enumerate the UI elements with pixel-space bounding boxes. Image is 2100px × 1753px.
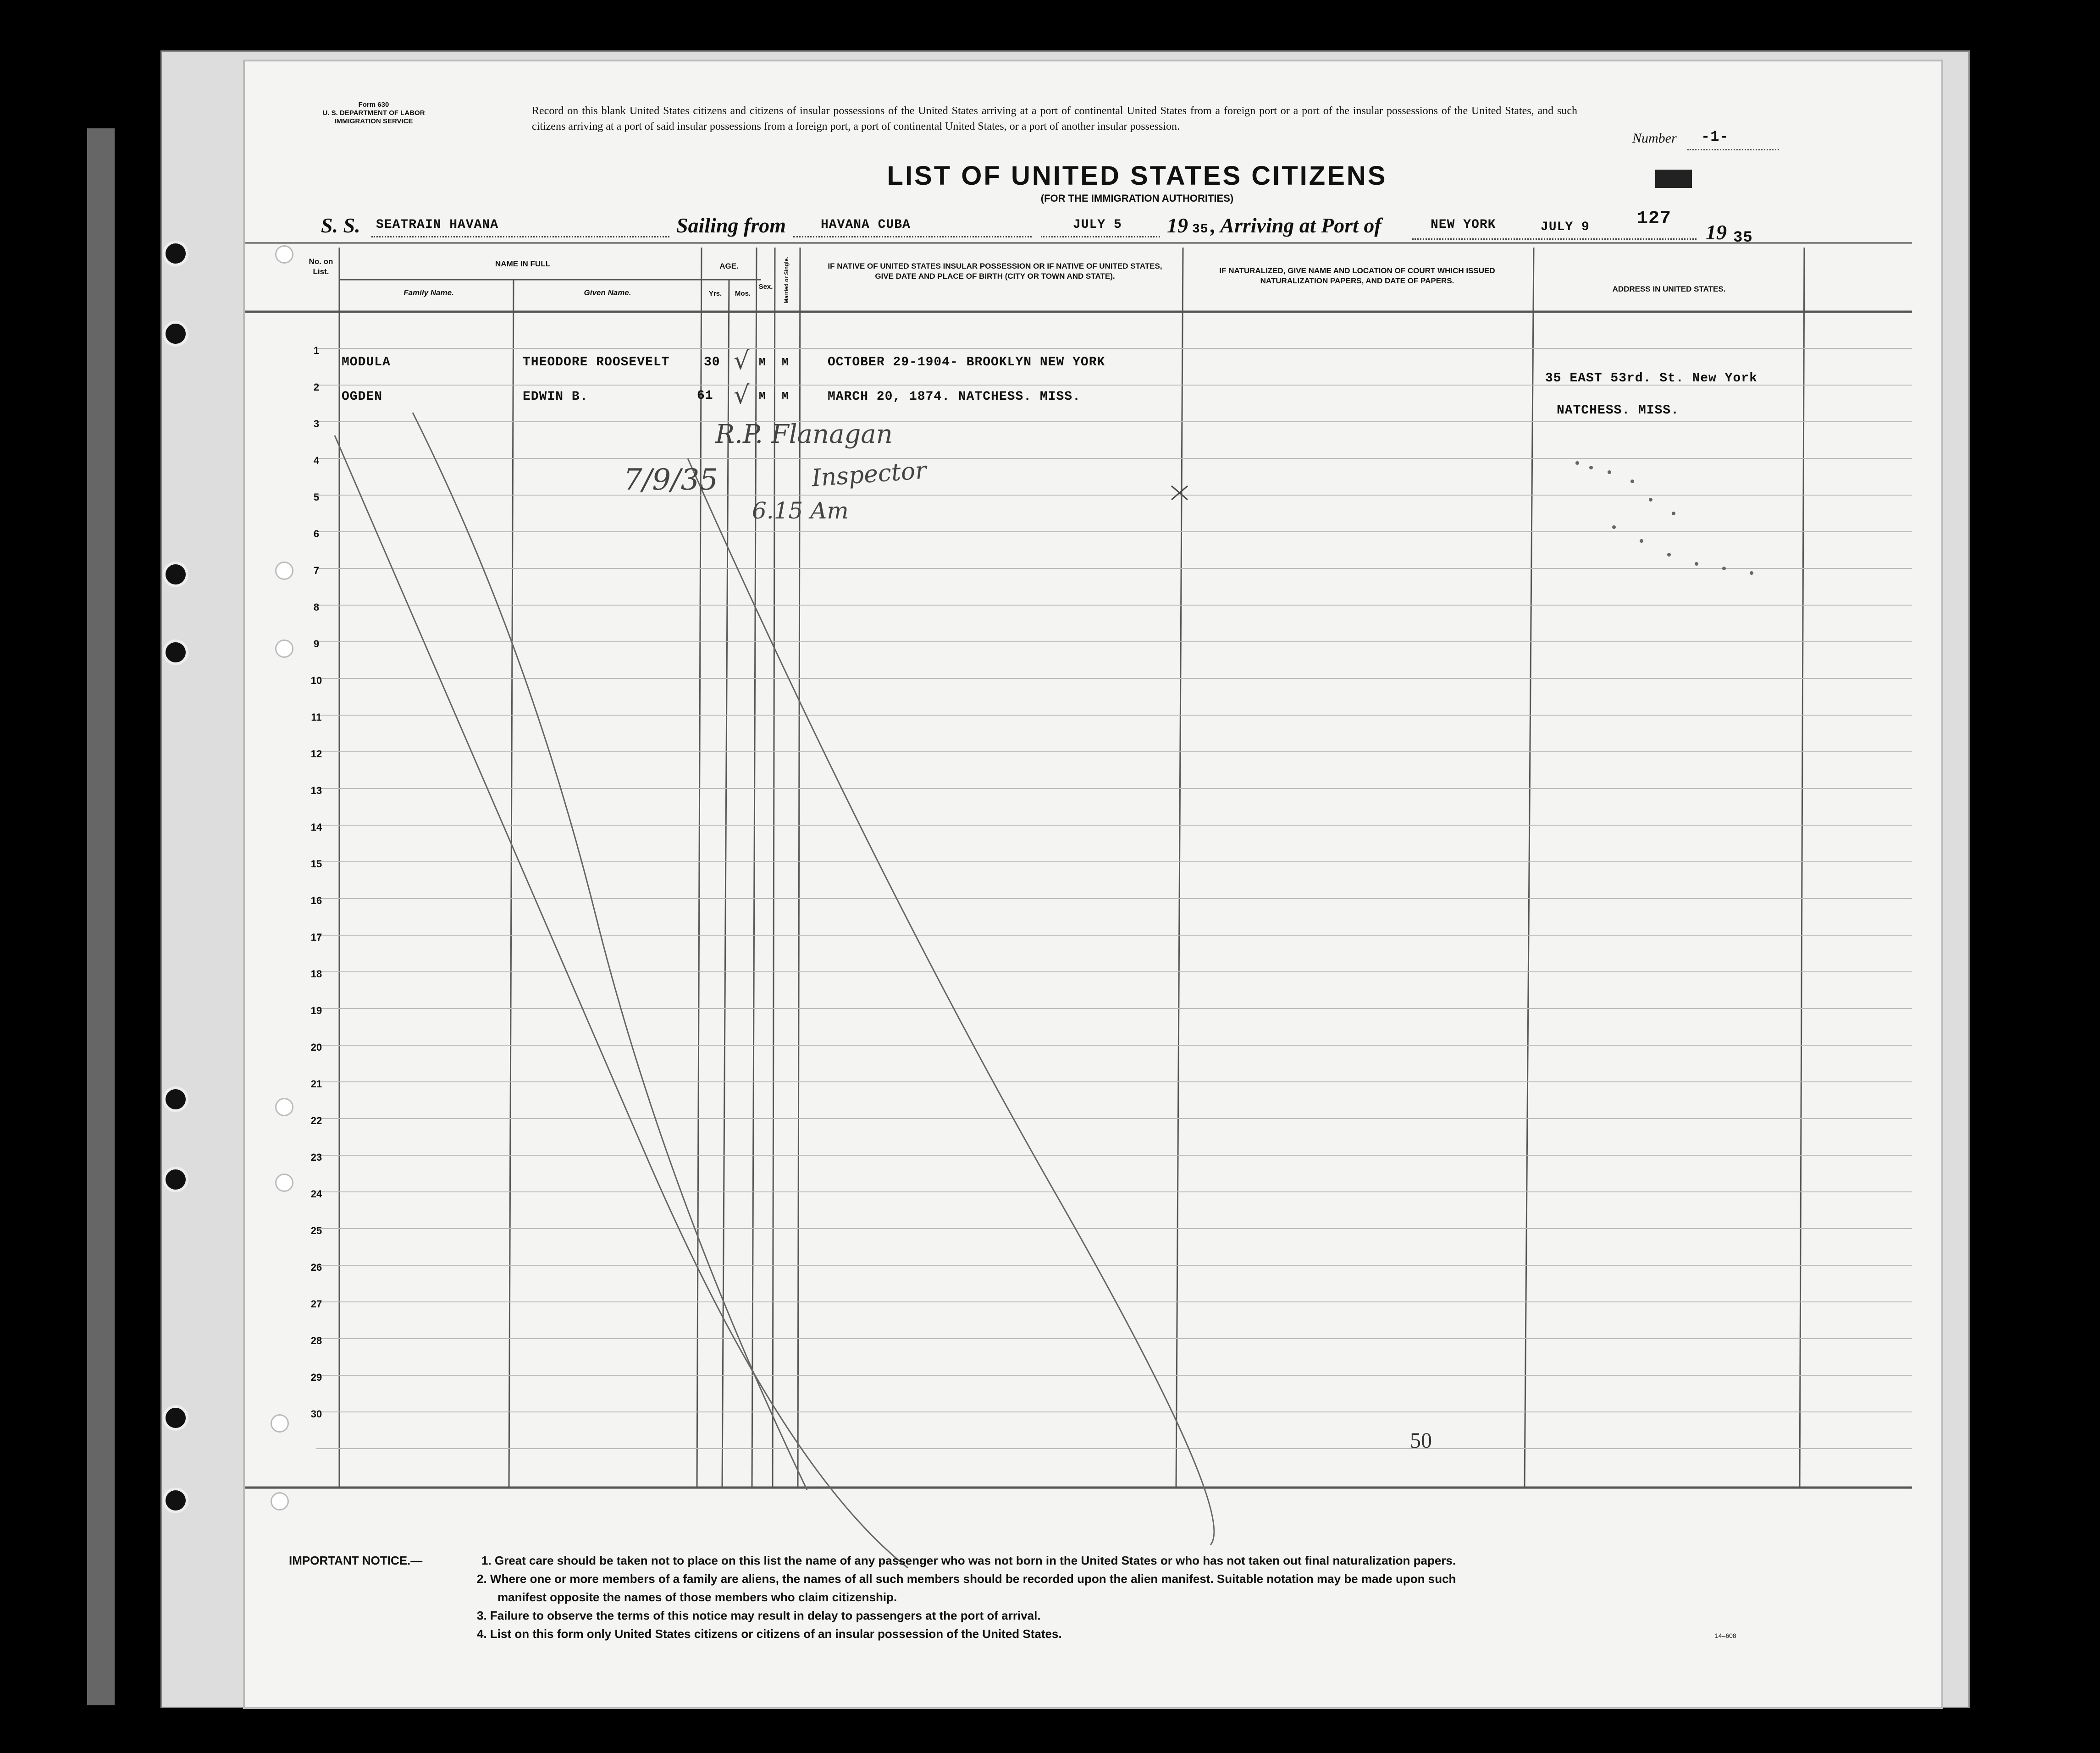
row1-address: 35 EAST 53rd. St. New York	[1545, 371, 1757, 386]
row-number: 8	[313, 601, 320, 613]
row-number: 23	[310, 1152, 322, 1163]
row-number: 2	[313, 381, 320, 393]
row-number: 14	[310, 821, 322, 833]
form-instruction: Record on this blank United States citizens and citizens of insular possessions of the United States arriving at a port of continental United States from a foreign port or a port of the insular possessions of the United States, and such citizens arriving at a port of said insular possessions from a foreign port, a port of continental United States, or a port of another insular possession.	[532, 105, 1577, 132]
stamp-number: 127	[1637, 209, 1672, 229]
row-number: 5	[313, 491, 320, 503]
row-number: 7	[313, 565, 320, 576]
inspection-date: 7/9/35	[624, 463, 718, 497]
row2-family: OGDEN	[342, 390, 383, 404]
year-1: 35	[1192, 222, 1209, 237]
row-number: 27	[310, 1298, 322, 1310]
row-number: 3	[313, 418, 320, 430]
row1-check: √	[734, 346, 750, 375]
col-no: No. on List.	[309, 257, 333, 276]
row2-yrs: 61	[697, 389, 713, 403]
page-subtitle: (FOR THE IMMIGRATION AUTHORITIES)	[1040, 193, 1234, 204]
year-prefix-1: 19	[1167, 214, 1188, 237]
row1-given: THEODORE ROOSEVELT	[523, 355, 670, 369]
arriving-port: NEW YORK	[1431, 218, 1496, 232]
sailing-date: JULY 5	[1073, 218, 1122, 232]
form-number: Form 630	[358, 101, 389, 109]
row-number: 6	[313, 528, 320, 540]
row-number: 26	[310, 1262, 322, 1273]
row1-birth: OCTOBER 29-1904- BROOKLYN NEW YORK	[828, 355, 1105, 369]
form-code: 14–608	[1715, 1632, 1736, 1639]
row1-sex: M	[759, 357, 766, 369]
row-number: 15	[310, 858, 322, 870]
ship-name: SEATRAIN HAVANA	[376, 218, 499, 232]
col-yrs: Yrs.	[708, 290, 722, 298]
notice-item-2-cont: manifest opposite the names of those members who claim citizenship.	[497, 1590, 897, 1604]
row1-yrs: 30	[704, 355, 720, 369]
notice-item-4: 4. List on this form only United States citizens or citizens of an insular possession of the United States.	[477, 1627, 1062, 1641]
col-naturalized: IF NATURALIZED, GIVE NAME AND LOCATION OF COURT WHICH ISSUED NATURALIZATION PAPERS, AND DATE OF PAPERS.	[1219, 266, 1495, 285]
row-number: 12	[310, 748, 322, 760]
col-given-name: Given Name.	[584, 288, 631, 297]
col-mos: Mos.	[735, 290, 751, 298]
row-number: 28	[310, 1335, 322, 1346]
row-number: 19	[310, 1005, 322, 1016]
number-value: -1-	[1701, 128, 1729, 145]
inspector-signature: R.P. Flanagan	[715, 419, 893, 449]
col-married: Married or Single.	[783, 257, 790, 303]
row-number: 24	[310, 1188, 322, 1200]
row-number: 20	[310, 1042, 322, 1053]
row-number: 16	[310, 895, 322, 906]
year-prefix-2: 19	[1706, 221, 1727, 244]
sailing-from: HAVANA CUBA	[821, 218, 911, 232]
row1-family: MODULA	[342, 355, 391, 369]
row-number: 30	[310, 1408, 322, 1420]
row-number: 17	[310, 932, 322, 943]
row2-sex: M	[759, 391, 766, 403]
row-number: 13	[310, 785, 322, 796]
notice-heading: IMPORTANT NOTICE.—	[289, 1554, 423, 1567]
row2-birth: MARCH 20, 1874. NATCHESS. MISS.	[828, 390, 1081, 404]
arriving-label: , Arriving at Port of	[1210, 214, 1382, 237]
ss-label: S. S.	[321, 214, 360, 237]
row-number: 4	[313, 455, 320, 466]
row-number: 1	[313, 345, 320, 356]
row-number: 11	[311, 711, 322, 723]
number-label: Number	[1632, 131, 1677, 146]
notice-item-3: 3. Failure to observe the terms of this notice may result in delay to passengers at the port of arrival.	[477, 1609, 1041, 1622]
row-number: 9	[313, 638, 320, 650]
sailing-label: Sailing from	[676, 214, 786, 237]
row-number: 29	[310, 1372, 322, 1383]
col-sex: Sex.	[758, 283, 773, 291]
row-number: 25	[310, 1225, 322, 1236]
row1-married: M	[782, 357, 789, 369]
row2-check: √	[734, 380, 750, 409]
col-age: AGE.	[719, 262, 739, 270]
row-number: 22	[310, 1115, 322, 1126]
page-title: LIST OF UNITED STATES CITIZENS	[887, 161, 1387, 191]
notice-item-2: 2. Where one or more members of a family are aliens, the names of all such members should be recorded upon the alien manifest. Suitable notation may be made upon such	[477, 1572, 1456, 1586]
row-number: 10	[310, 675, 322, 686]
row2-address: NATCHESS. MISS.	[1557, 403, 1680, 418]
col-address: ADDRESS IN UNITED STATES.	[1612, 285, 1726, 293]
form-service: IMMIGRATION SERVICE	[334, 117, 413, 125]
row-number: 21	[310, 1078, 322, 1090]
col-birth: IF NATIVE OF UNITED STATES INSULAR POSSESSION OR IF NATIVE OF UNITED STATES, GIVE DATE AND PLACE OF BIRTH (CITY OR TOWN AND STATE).	[828, 262, 1162, 281]
year-2: 35	[1733, 229, 1753, 247]
row2-married: M	[782, 391, 789, 403]
notice-item-1: 1. Great care should be taken not to place on this list the name of any passenger who was not born in the United States or who has not taken out final naturalization papers.	[481, 1554, 1456, 1567]
col-family-name: Family Name.	[403, 288, 454, 297]
row2-given: EDWIN B.	[523, 390, 588, 404]
page-total: 50	[1410, 1428, 1432, 1453]
row-number: 18	[310, 968, 322, 980]
col-name-in-full: NAME IN FULL	[495, 259, 550, 268]
arriving-date: JULY 9	[1541, 220, 1590, 234]
inspection-time: 6.15 Am	[752, 497, 849, 524]
form-department: U. S. DEPARTMENT OF LABOR	[322, 109, 425, 117]
inspector-title: Inspector	[811, 457, 928, 492]
